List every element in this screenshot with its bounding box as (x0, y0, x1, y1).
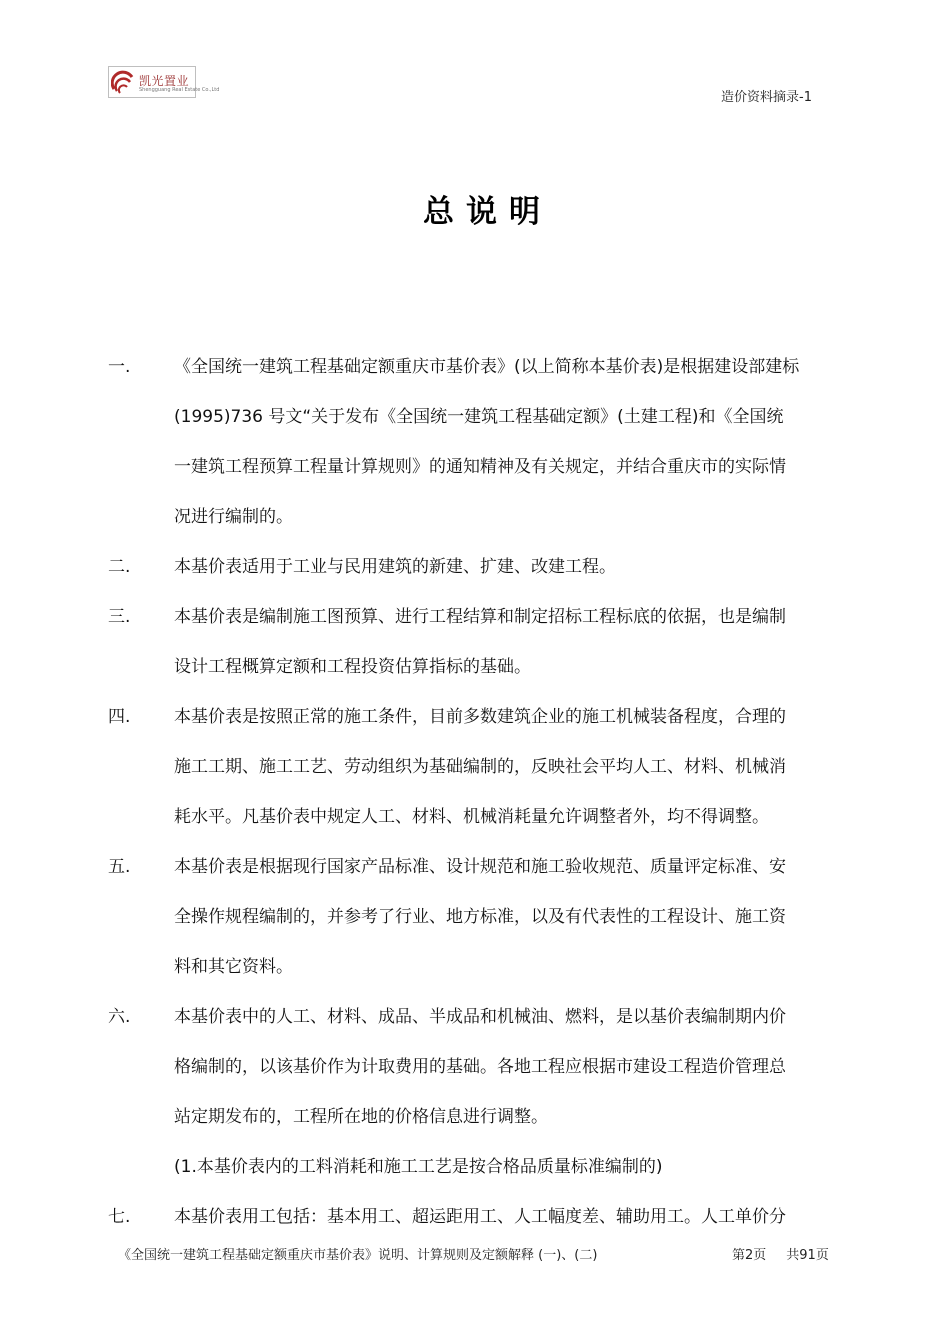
logo-mark-icon (111, 69, 137, 95)
item-number: 一. (108, 357, 131, 377)
item-text: 《全国统一建筑工程基础定额重庆市基价表》(以上简称本基价表)是根据建设部建标 (1995)736 号文“关于发布《全国统一建筑工程基础定额》(土建工程)和《全国统 一建筑工程预算工程量计算规则》的通知精神及有关规定，并结合重庆市的实际情 况进行编制的。 (174, 357, 800, 527)
item-number: 六. (108, 1007, 131, 1027)
list-item (108, 842, 878, 992)
list-item (108, 542, 878, 592)
list-item (108, 992, 878, 1142)
list-item (108, 592, 878, 692)
page-title: 总说明 (423, 194, 552, 230)
item-text: 本基价表是根据现行国家产品标准、设计规范和施工验收规范、质量评定标准、安 全操作规程编制的，并参考了行业、地方标准，以及有代表性的工程设计、施工资 料和其它资料。 (174, 857, 786, 977)
footer-text: 《全国统一建筑工程基础定额重庆市基价表》说明、计算规则及定额解释 (一)、(二) (118, 1248, 598, 1263)
item-number: 五. (108, 857, 131, 877)
document-label: 造价资料摘录-1 (721, 90, 812, 105)
list-item (108, 692, 878, 842)
item-note: (1.本基价表内的工料消耗和施工工艺是按合格品质量标准编制的) (174, 1157, 663, 1177)
company-logo (108, 66, 220, 98)
item-text: 本基价表适用于工业与民用建筑的新建、扩建、改建工程。 (174, 557, 616, 577)
item-number: 二. (108, 557, 131, 577)
item-text: 本基价表用工包括：基本用工、超运距用工、人工幅度差、辅助用工。人工单价分 (174, 1207, 786, 1227)
list-item (108, 1192, 878, 1242)
item-text: 本基价表是编制施工图预算、进行工程结算和制定招标工程标底的依据，也是编制 设计工程概算定额和工程投资估算指标的基础。 (174, 607, 786, 677)
item-text: 本基价表中的人工、材料、成品、半成品和机械油、燃料，是以基价表编制期内价 格编制的，以该基价作为计取费用的基础。各地工程应根据市建设工程造价管理总 站定期发布的，工程所在地的价格信息进行调整。 (174, 1007, 786, 1127)
item-number: 四. (108, 707, 131, 727)
logo-subtext: Shengguang Real Estate Co.,Ltd (139, 87, 220, 93)
logo-text: 凯光置业 (139, 74, 190, 88)
page-number: 第2页 (732, 1248, 767, 1263)
item-number: 七. (108, 1207, 131, 1227)
list-item (108, 342, 878, 542)
page-total: 共91页 (786, 1248, 829, 1263)
page-indicator (732, 1244, 829, 1263)
item-text: 本基价表是按照正常的施工条件，目前多数建筑企业的施工机械装备程度，合理的 施工工期、施工工艺、劳动组织为基础编制的，反映社会平均人工、材料、机械消 耗水平。凡基价表中规定人工、材料、机械消耗量允许调整者外，均不得调整。 (174, 707, 786, 827)
main-content (108, 342, 878, 1242)
item-number: 三. (108, 607, 131, 627)
